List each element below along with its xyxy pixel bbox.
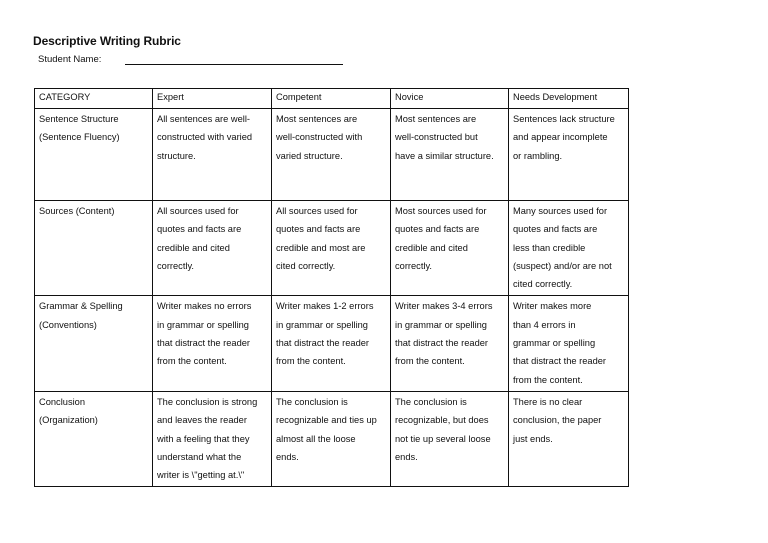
header-expert: Expert (153, 89, 272, 109)
novice-cell (391, 201, 509, 296)
needs-development-description: Sentences lack structure and appear incomplete or rambling. (513, 114, 615, 161)
document-title: Descriptive Writing Rubric (33, 34, 181, 48)
table-row (35, 391, 629, 486)
header-needs-development: Needs Development (509, 89, 629, 109)
category-label: Grammar & Spelling (Conventions) (39, 301, 123, 330)
competent-cell (272, 391, 391, 486)
novice-description: Most sentences are well-constructed but have a similar structure. (395, 114, 494, 161)
rubric-header-row (35, 89, 629, 109)
competent-cell (272, 296, 391, 391)
student-name-row (38, 54, 343, 65)
expert-description: All sentences are well- constructed with varied structure. (157, 114, 253, 161)
table-row (35, 201, 629, 296)
competent-cell (272, 109, 391, 201)
category-label: Sources (Content) (39, 206, 115, 216)
needs-development-cell (509, 296, 629, 391)
novice-description: The conclusion is recognizable, but does not tie up several loose ends. (395, 396, 491, 462)
needs-development-cell (509, 391, 629, 486)
student-name-blank-line (125, 54, 343, 65)
table-row (35, 109, 629, 201)
competent-description: Writer makes 1-2 errors in grammar or spelling that distract the reader from the content. (276, 301, 374, 367)
expert-cell (153, 391, 272, 486)
competent-cell (272, 201, 391, 296)
category-cell (35, 296, 153, 391)
rubric-table (34, 88, 629, 487)
category-cell (35, 201, 153, 296)
competent-description: The conclusion is recognizable and ties up almost all the loose ends. (276, 396, 377, 462)
expert-description: The conclusion is strong and leaves the reader with a feeling that they understand what the writer is \"getting at.\" (157, 396, 258, 481)
header-novice: Novice (391, 89, 509, 109)
competent-description: All sources used for quotes and facts are credible and most are cited correctly. (276, 206, 366, 271)
expert-description: Writer makes no errors in grammar or spelling that distract the reader from the content. (157, 301, 252, 367)
needs-development-cell (509, 109, 629, 201)
category-cell (35, 109, 153, 201)
student-name-label: Student Name: (38, 54, 102, 65)
expert-cell (153, 109, 272, 201)
table-row (35, 296, 629, 391)
needs-development-description: Many sources used for quotes and facts are less than credible (suspect) and/or are not cited correctly. (513, 206, 612, 290)
needs-development-cell (509, 201, 629, 296)
expert-cell (153, 201, 272, 296)
header-category: CATEGORY (35, 89, 153, 109)
novice-cell (391, 109, 509, 201)
expert-cell (153, 296, 272, 391)
competent-description: Most sentences are well-constructed with varied structure. (276, 114, 363, 161)
novice-cell (391, 296, 509, 391)
category-label: Conclusion (Organization) (39, 396, 98, 426)
category-cell (35, 391, 153, 486)
novice-cell (391, 391, 509, 486)
novice-description: Most sources used for quotes and facts are credible and cited correctly. (395, 206, 487, 271)
needs-development-description: There is no clear conclusion, the paper just ends. (513, 396, 602, 444)
expert-description: All sources used for quotes and facts are credible and cited correctly. (157, 206, 242, 271)
header-competent: Competent (272, 89, 391, 109)
needs-development-description: Writer makes more than 4 errors in grammar or spelling that distract the reader from the content. (513, 301, 607, 385)
novice-description: Writer makes 3-4 errors in grammar or spelling that distract the reader from the content. (395, 301, 493, 367)
category-label: Sentence Structure (Sentence Fluency) (39, 114, 120, 143)
